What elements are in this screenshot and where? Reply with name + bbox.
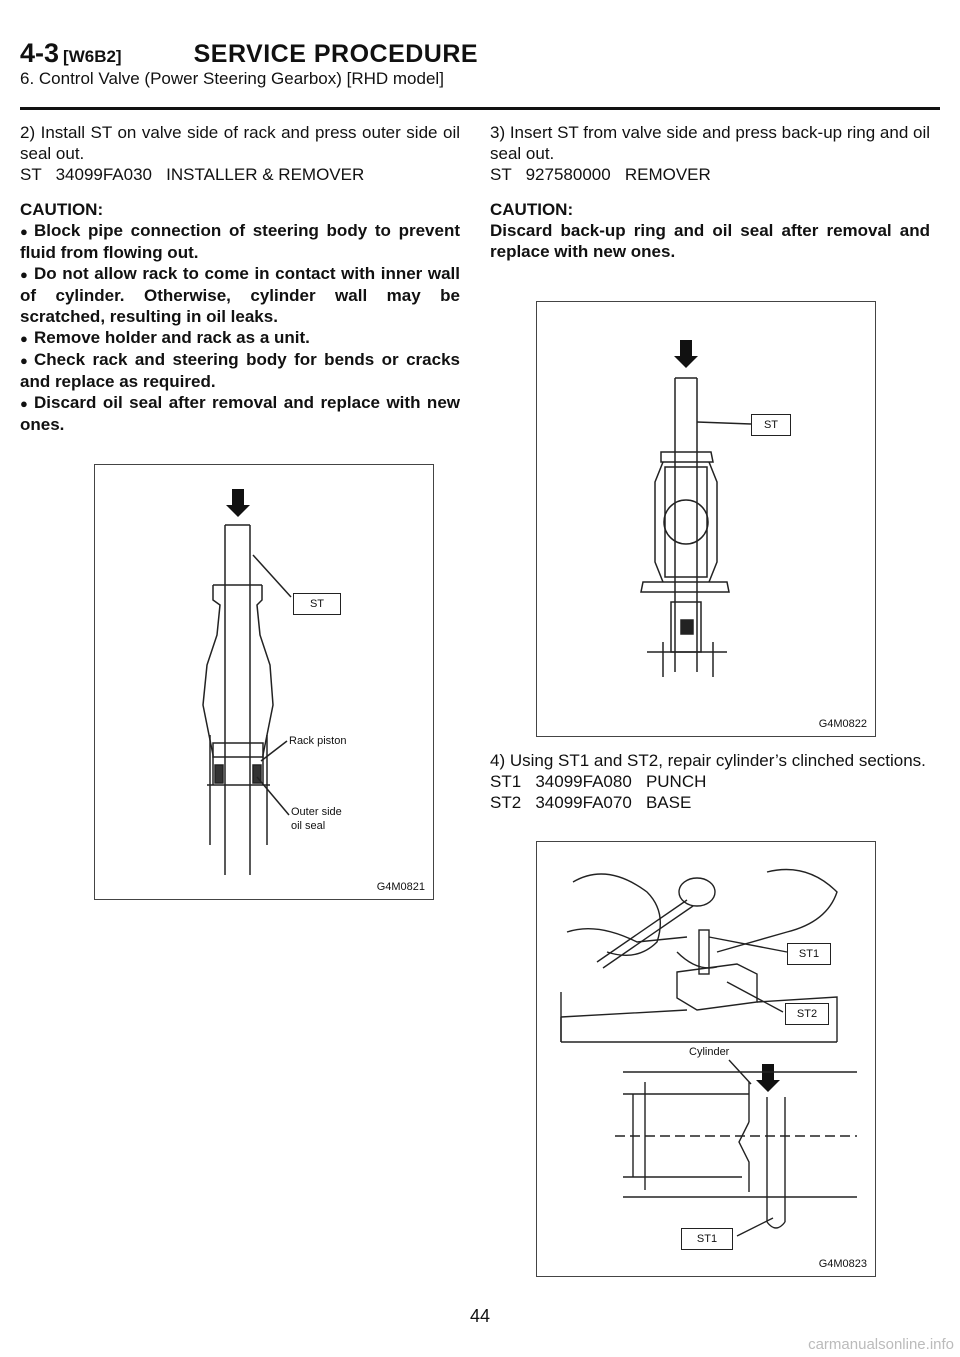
- step-4-tool-2: ST2 34099FA070 BASE: [490, 793, 692, 812]
- figure-code: G4M0822: [818, 718, 867, 730]
- bullet-icon: ●: [20, 267, 28, 282]
- cylinder-label: Cylinder: [689, 1046, 730, 1058]
- caution-text: Discard back-up ring and oil seal after removal and replace with new ones.: [490, 221, 930, 261]
- remover-diagram-illustration: [537, 302, 875, 736]
- step-2-tool: ST 34099FA030 INSTALLER & REMOVER: [20, 165, 365, 184]
- outer-seal-label-2: oil seal: [291, 820, 326, 832]
- st2-callout: ST2: [785, 1003, 829, 1025]
- bullet-icon: ●: [20, 396, 28, 411]
- figure-punch-base: [536, 841, 876, 1277]
- step-4-block: [490, 750, 930, 813]
- punch-base-illustration: [537, 842, 875, 1276]
- st1-bottom-callout: ST1: [681, 1228, 733, 1250]
- header-rule: [20, 107, 940, 110]
- caution-title: CAUTION:: [20, 200, 104, 219]
- section-subtitle: 6. Control Valve (Power Steering Gearbox) [RHD model]: [20, 69, 444, 88]
- section-number: 4-3: [20, 38, 60, 68]
- figure-code: G4M0821: [376, 881, 425, 893]
- bullet-icon: ●: [20, 331, 28, 346]
- watermark: carmanualsonline.info: [808, 1336, 954, 1353]
- bullet-icon: ●: [20, 224, 28, 239]
- step-2-text: 2) Install ST on valve side of rack and press outer side oil seal out.: [20, 123, 460, 163]
- caution-item: ● Check rack and steering body for bends or cracks and replace as required.: [20, 350, 460, 391]
- step-4-tool-1: ST1 34099FA080 PUNCH: [490, 772, 707, 791]
- rack-diagram-illustration: [95, 465, 433, 899]
- st1-callout: ST1: [787, 943, 831, 965]
- outer-seal-label-1: Outer side: [291, 806, 342, 818]
- step-3-tool: ST 927580000 REMOVER: [490, 165, 711, 184]
- caution-item: ● Do not allow rack to come in contact with inner wall of cylinder. Otherwise, cylinder wall may be scratched, resulting in oil leaks.: [20, 264, 460, 326]
- rack-piston-label: Rack piston: [289, 735, 347, 747]
- section-title: SERVICE PROCEDURE: [193, 40, 479, 68]
- st-callout: ST: [293, 593, 341, 615]
- caution-item: ● Remove holder and rack as a unit.: [20, 328, 310, 347]
- right-column: [490, 122, 930, 262]
- st-callout: ST: [751, 414, 791, 436]
- left-column: [20, 122, 460, 435]
- figure-code: G4M0823: [818, 1258, 867, 1270]
- caution-title: CAUTION:: [490, 200, 574, 219]
- caution-item: ● Block pipe connection of steering body to prevent fluid from flowing out.: [20, 221, 460, 262]
- figure-remover: [536, 301, 876, 737]
- page-header: [20, 38, 940, 89]
- step-4-text: 4) Using ST1 and ST2, repair cylinder’s clinched sections.: [490, 751, 926, 770]
- section-code: [W6B2]: [63, 47, 122, 66]
- header-title-row: [20, 38, 940, 69]
- figure-rack-piston: [94, 464, 434, 900]
- page-number: 44: [469, 1306, 491, 1326]
- step-3-text: 3) Insert ST from valve side and press back-up ring and oil seal out.: [490, 123, 931, 163]
- caution-item: ● Discard oil seal after removal and replace with new ones.: [20, 393, 460, 434]
- bullet-icon: ●: [20, 353, 28, 368]
